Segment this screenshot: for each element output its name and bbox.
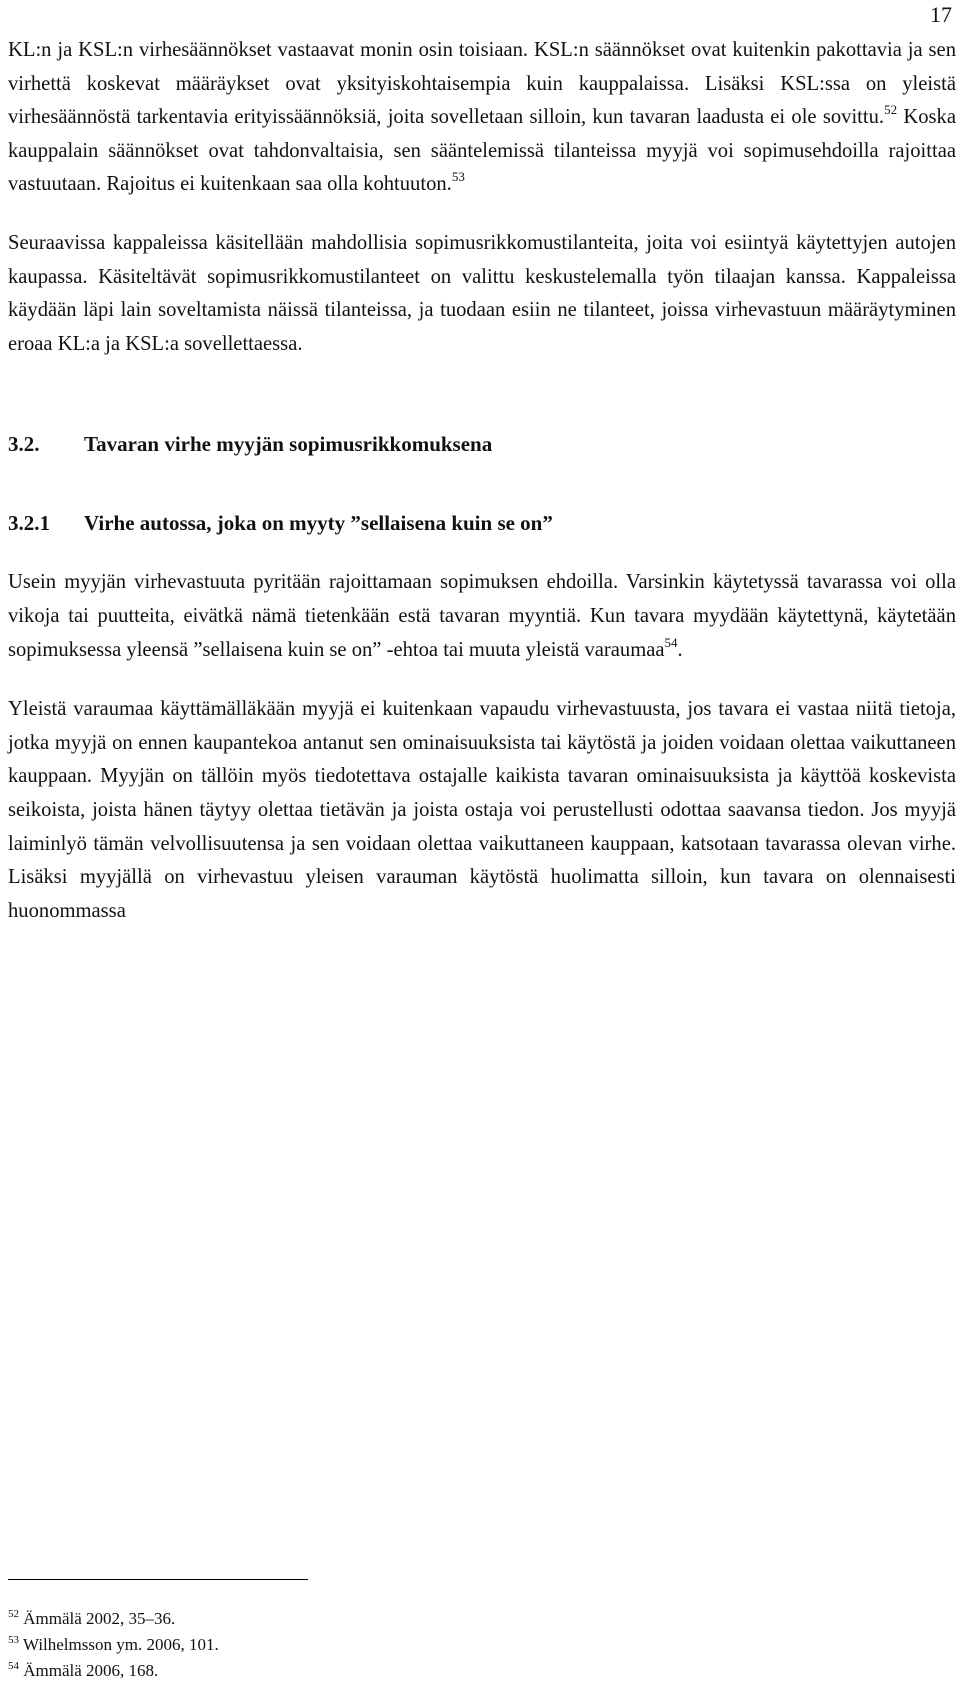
subsection-number: 3.2.1 bbox=[8, 511, 50, 536]
footnote-ref-52[interactable]: 52 bbox=[884, 102, 898, 118]
paragraph-3 bbox=[8, 566, 956, 667]
footnote-number: 54 bbox=[8, 1660, 19, 1672]
paragraph-1-text-a: KL:n ja KSL:n virhesäännökset vastaavat monin osin toisiaan. KSL:n säännökset ovat kuitenkin pakottavia ja sen virhettä koskevat määräykset ovat yksityiskohtaisempia kuin kauppalaissa. Lisäksi KSL:ssa on yleistä virhesäännöstä tarkentavia erityissäännöksiä, joita sovelletaan silloin, kun tavaran laadusta ei ole sovittu. bbox=[8, 39, 956, 129]
footnote-54 bbox=[8, 1658, 608, 1684]
paragraph-1 bbox=[8, 34, 956, 202]
paragraph-3-text-a: Usein myyjän virhevastuuta pyritään rajoittamaan sopimuksen ehdoilla. Varsinkin käytetyssä tavarassa voi olla vikoja tai puutteita, eivätkä nämä tietenkään estä tavaran myyntiä. Kun tavara myydään käytettynä, käytetään sopimuksessa yleensä ”sellaisena kuin se on” -ehtoa tai muuta yleistä varaumaa bbox=[8, 571, 956, 661]
subsection-heading bbox=[8, 507, 956, 540]
footnote-number: 53 bbox=[8, 1634, 19, 1646]
footnote-divider bbox=[8, 1579, 308, 1580]
document-body bbox=[8, 34, 956, 928]
footnotes bbox=[8, 1606, 608, 1684]
footnote-text: Ämmälä 2002, 35–36. bbox=[23, 1609, 176, 1628]
footnote-text: Ämmälä 2006, 168. bbox=[23, 1661, 159, 1680]
footnote-52 bbox=[8, 1606, 608, 1632]
footnote-ref-53[interactable]: 53 bbox=[451, 169, 465, 185]
footnote-ref-54[interactable]: 54 bbox=[664, 634, 678, 650]
section-heading bbox=[8, 428, 956, 461]
footnote-53 bbox=[8, 1632, 608, 1658]
subsection-title: Virhe autossa, joka on myyty ”sellaisena kuin se on” bbox=[84, 511, 553, 536]
footnote-number: 52 bbox=[8, 1608, 19, 1620]
section-title: Tavaran virhe myyjän sopimusrikkomuksena bbox=[84, 432, 493, 457]
paragraph-3-text-b: . bbox=[677, 638, 683, 661]
paragraph-2: Seuraavissa kappaleissa käsitellään mahdollisia sopimusrikkomustilanteita, joita voi esiintyä käytettyjen autojen kaupassa. Käsiteltävät sopimusrikkomustilanteet on valittu keskustelemalla työn tilaajan kanssa. Kappaleissa käydään läpi lain soveltamista näissä tilanteissa, ja tuodaan esiin ne tilanteet, joissa virhevastuun määräytyminen eroaa KL:a ja KSL:a sovellettaessa. bbox=[8, 231, 956, 355]
section-number: 3.2. bbox=[8, 432, 40, 457]
page-number: 17 bbox=[930, 2, 952, 27]
paragraph-4: Yleistä varaumaa käyttämälläkään myyjä ei kuitenkaan vapaudu virhevastuusta, jos tavara ei vastaa niitä tietoja, jotka myyjä on ennen kaupantekoa antanut sen ominaisuuksista tai käytöstä ja joiden voidaan olettaa vaikuttaneen kauppaan. Myyjän on tällöin myös tiedotettava ostajalle kaikista tavaran ominaisuuksista ja käyttöä koskevista seikoista, joista hänen täytyy olettaa tietävän ja joista ostaja voi perustellusti odottaa saavansa tiedon. Jos myyjä laiminlyö tämän velvollisuutensa ja sen voidaan olettaa vaikuttaneen kauppaan, katsotaan tavarassa olevan virhe. Lisäksi myyjällä on virhevastuu yleisen varauman käytöstä huolimatta silloin, kun tavara on olennaisesti huonommassa bbox=[8, 698, 956, 922]
footnote-text: Wilhelmsson ym. 2006, 101. bbox=[22, 1635, 219, 1654]
paragraph-1-text-b: Koska kauppalain säännökset ovat tahdonvaltaisia, sen sääntelemissä tilanteissa myyjä voi sopimusehdoilla rajoittaa vastuutaan. Rajoitus ei kuitenkaan saa olla kohtuuton. bbox=[8, 106, 956, 196]
